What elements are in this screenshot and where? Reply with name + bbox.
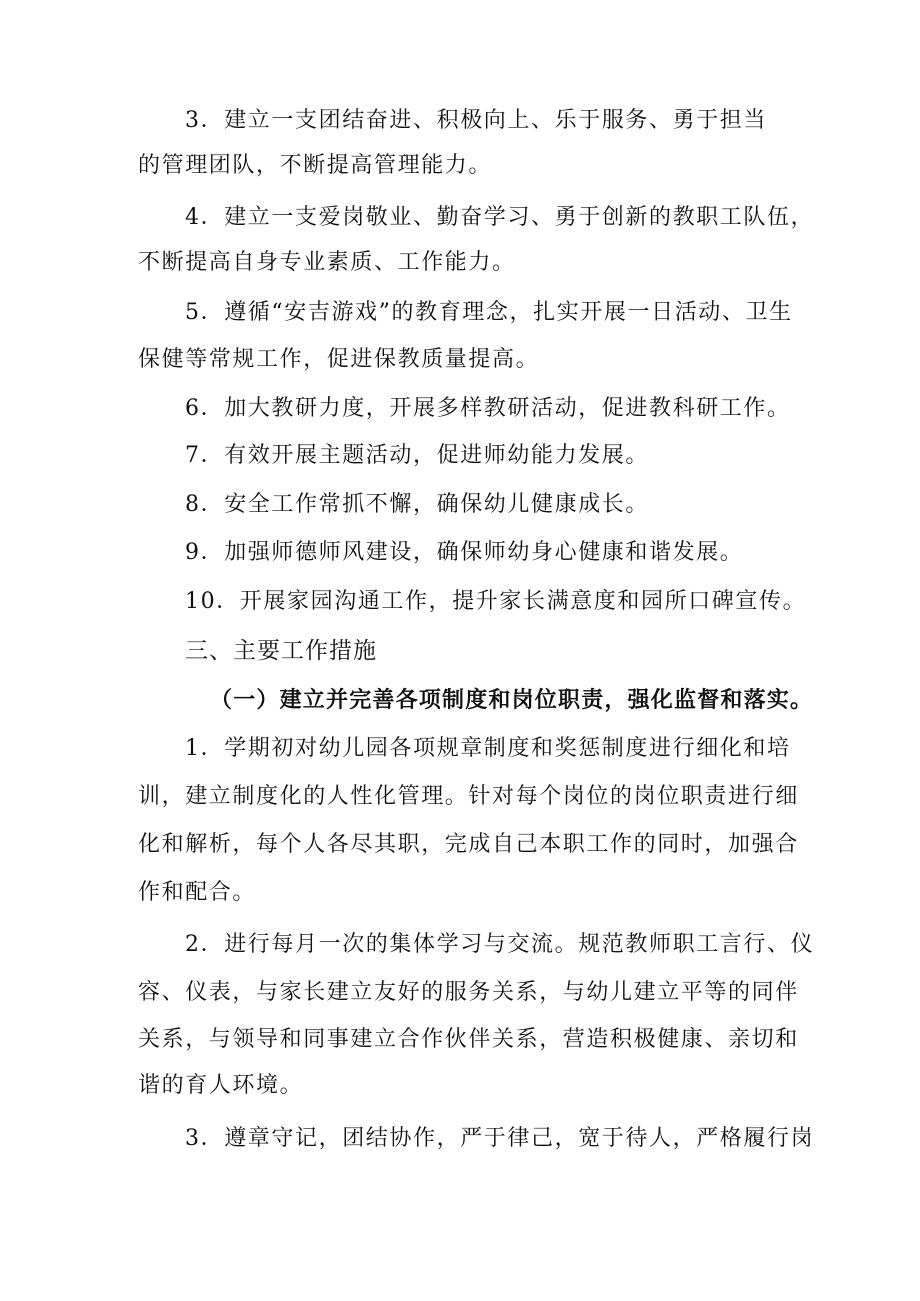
paragraph-line: 4．建立一支爱岗敬业、勤奋学习、勇于创新的教职工队伍， xyxy=(185,205,815,230)
paragraph-line: 8．安全工作常抓不懈，确保幼儿健康成长。 xyxy=(185,492,649,517)
paragraph-line: 关系，与领导和同事建立合作伙伴关系，营造积极健康、亲切和 xyxy=(138,1027,799,1052)
paragraph-line: 9．加强师德师风建设，确保师幼身心健康和谐发展。 xyxy=(185,540,744,565)
paragraph-line: 1．学期初对幼儿园各项规章制度和奖惩制度进行细化和培 xyxy=(185,736,791,761)
paragraph-line: 容、仪表，与家长建立友好的服务关系，与幼儿建立平等的同伴 xyxy=(138,980,799,1005)
paragraph-line: 6．加大教研力度，开展多样教研活动，促进教科研工作。 xyxy=(185,396,791,421)
paragraph-line: 7．有效开展主题活动，促进师幼能力发展。 xyxy=(185,443,649,468)
paragraph-line: 3．建立一支团结奋进、积极向上、乐于服务、勇于担当 xyxy=(185,108,767,133)
paragraph-line: 的管理团队，不断提高管理能力。 xyxy=(138,153,493,178)
paragraph-line: 3．遵章守记，团结协作，严于律己，宽于待人，严格履行岗 xyxy=(185,1126,815,1151)
paragraph-line: 化和解析，每个人各尽其职，完成自己本职工作的同时，加强合 xyxy=(138,832,799,857)
paragraph-line: 10．开展家园沟通工作，提升家长满意度和园所口碑宣传。 xyxy=(185,589,807,614)
paragraph-line: 5．遵循“安吉游戏”的教育理念，扎实开展一日活动、卫生 xyxy=(185,300,793,325)
paragraph-line: 保健等常规工作，促进保教质量提高。 xyxy=(138,347,540,372)
paragraph-line: 作和配合。 xyxy=(138,880,257,905)
paragraph-line: 谐的育人环境。 xyxy=(138,1073,304,1098)
subsection-heading: （一）建立并完善各项制度和岗位职责，强化监督和落实。 xyxy=(210,687,814,713)
paragraph-line: 训，建立制度化的人性化管理。针对每个岗位的岗位职责进行细 xyxy=(138,784,799,809)
paragraph-line: 2．进行每月一次的集体学习与交流。规范教师职工言行、仪 xyxy=(185,932,815,957)
section-heading: 三、主要工作措施 xyxy=(185,638,377,664)
paragraph-line: 不断提高自身专业素质、工作能力。 xyxy=(138,250,516,275)
